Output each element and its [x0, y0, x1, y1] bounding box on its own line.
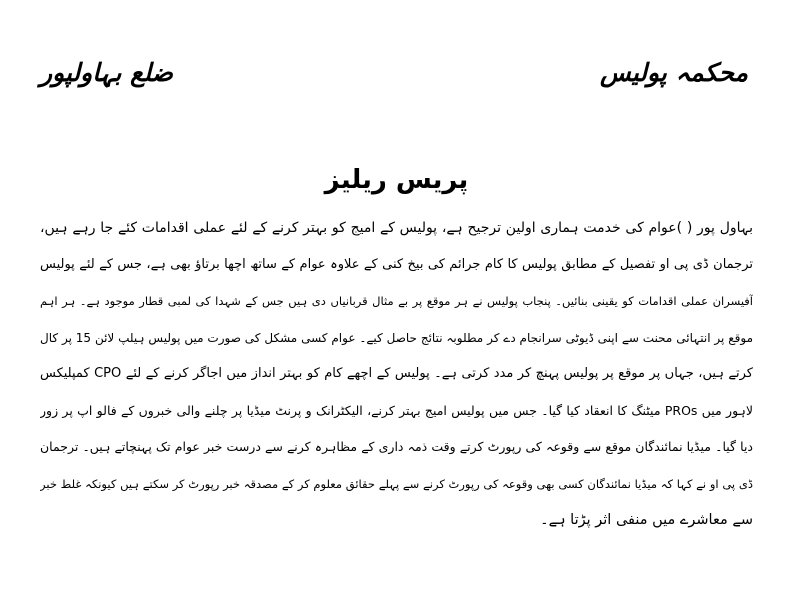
press-release-body	[40, 210, 753, 539]
body-line: لاہور میں PROs میٹنگ کا انعقاد کیا گیا۔ جس میں پولیس امیج بہتر کرنے، الیکٹرانک و پرنٹ میڈیا پر چلنے والی خبروں کے فالو اپ پر زور	[40, 402, 753, 418]
document-title: پریس ریلیز	[324, 165, 469, 195]
body-line: کرتے ہیں، جہاں پر موقع پر پولیس پہنچ کر مدد کرتی ہے۔ پولیس کے اچھے کام کو بہتر انداز میں اجاگر کرنے کے لئے CPO کمپلیکس	[40, 366, 753, 381]
body-line: موقع پر انتہائی محنت سے اپنی ڈیوٹی سرانجام دے کر مطلوبہ نتائج حاصل کیے۔ عوام کسی مشکل کی صورت میں پولیس ہیلپ لائن 15 پر کال	[40, 330, 753, 345]
body-line: آفیسران عملی اقدامات کو یقینی بنائیں۔ پنجاب پولیس نے ہر موقع پر بے مثال قربانیاں دی ہیں جس کے شہدا کی لمبی قطار موجود ہے۔ ہر اہم	[40, 294, 753, 308]
body-line: بہاول پور ( )عوام کی خدمت ہماری اولین ترجیح ہے، پولیس کے امیج کو بہتر کرنے کے لئے عملی اقدامات کئے جا رہے ہیں،	[40, 220, 753, 236]
body-line: ترجمان ڈی پی او تفصیل کے مطابق پولیس کا کام جرائم کی بیخ کنی کے علاوہ عوام کے ساتھ اچھا برتاؤ بھی ہے، جس کے لئے پولیس	[40, 256, 753, 272]
department-heading: محکمہ پولیس	[599, 58, 748, 87]
body-line: سے معاشرے میں منفی اثر پڑتا ہے۔	[540, 512, 753, 528]
district-heading: ضلع بہاولپور	[40, 58, 173, 87]
body-line: ڈی پی او نے کہا کہ میڈیا نمائندگان کسی بھی وقوعہ کی رپورٹ کرنے سے پہلے حقائق معلوم کر کے مصدقہ خبر رپورٹ کر سکتے ہیں کیونکہ غلط خبر	[40, 476, 753, 491]
body-line: دیا گیا۔ میڈیا نمائندگان موقع سے وقوعہ کی رپورٹ کرتے وقت ذمہ داری کے مظاہرہ کرنے سے درست خبر عوام تک پہنچاتے ہیں۔ ترجمان	[40, 439, 753, 454]
